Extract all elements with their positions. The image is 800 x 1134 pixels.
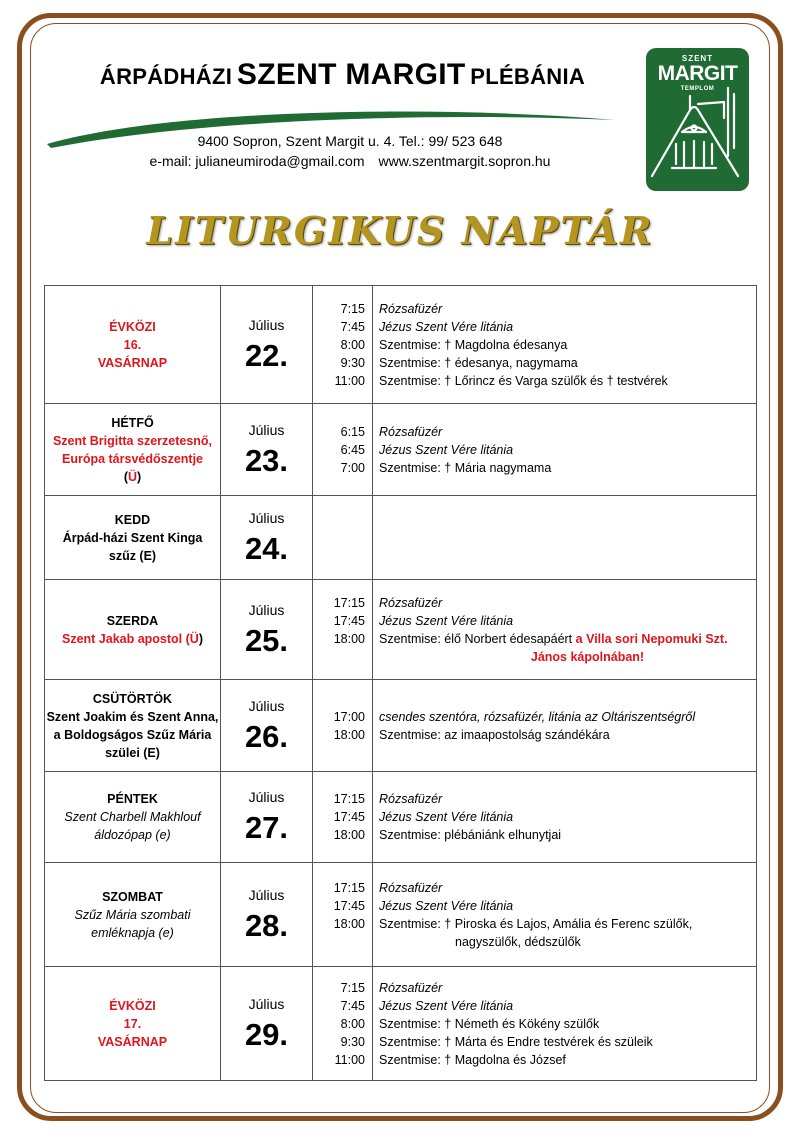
month: Július: [248, 697, 285, 714]
event: Szentmise: plébániánk elhunytjai: [379, 828, 562, 842]
rank-close: ): [137, 469, 142, 484]
feast-name: Szent Brigitta szerzetesnő, Európa társvédőszentje: [52, 433, 213, 466]
parish-title: [70, 58, 615, 92]
feast-day: CSÜTÖRTÖK: [92, 691, 173, 706]
month: Július: [248, 509, 285, 526]
times-cell: [313, 967, 373, 1081]
feast-cell: [45, 496, 221, 580]
event: Rózsafüzér: [379, 424, 443, 439]
time: 18:00: [333, 916, 365, 931]
email-text: e-mail: julianeumiroda@gmail.com: [149, 153, 365, 169]
time: 8:00: [340, 1016, 365, 1031]
feast-name: Szent Joakim és Szent Anna, a Boldogságos Szűz Mária szülei (E): [46, 709, 219, 760]
event-highlight: a Villa sori Nepomuki Szt.: [575, 631, 728, 646]
time: 18:00: [333, 828, 365, 842]
events-cell: [373, 680, 757, 772]
rank: Ü: [189, 631, 199, 646]
table-row: [45, 404, 757, 496]
events-cell: [373, 772, 757, 863]
times-cell: [313, 580, 373, 680]
times-cell: [313, 286, 373, 404]
events-cell: [373, 863, 757, 967]
feast-name: Szűz Mária szombati emléknapja (e): [74, 907, 191, 940]
parish-address: 9400 Sopron, Szent Margit u. 4. Tel.: 99/ 523 648: [197, 133, 503, 149]
time: 8:00: [340, 337, 365, 352]
day-number: 28.: [244, 907, 289, 943]
logo-line-1: SZENT: [681, 54, 714, 63]
times-cell: [313, 404, 373, 496]
time: 17:45: [333, 613, 365, 628]
day-number: 25.: [244, 622, 289, 658]
feast-day: SZOMBAT: [102, 889, 163, 904]
events-cell: [373, 967, 757, 1081]
event: Szentmise: † édesanya, nagymama: [379, 355, 578, 370]
feast-day: HÉTFŐ: [111, 415, 154, 430]
event: Szentmise: † Németh és Kökény szülők: [379, 1016, 600, 1031]
date-cell: [221, 496, 313, 580]
date-cell: [221, 772, 313, 863]
time: 17:15: [333, 595, 365, 610]
rank-close: ): [198, 631, 203, 646]
event: Jézus Szent Vére litánia: [379, 898, 514, 913]
times-cell: [313, 680, 373, 772]
day-number: 22.: [244, 337, 289, 373]
calendar-title: LITURGIKUS NAPTÁR: [146, 208, 654, 253]
table-row: [45, 286, 757, 404]
rank-open: (: [123, 469, 128, 484]
time: 17:45: [333, 810, 365, 824]
feast-day: PÉNTEK: [107, 792, 158, 806]
time: 7:00: [340, 460, 365, 475]
title-part-b: SZENT MARGIT: [236, 58, 466, 91]
event: Rózsafüzér: [379, 301, 443, 316]
feast-cell: [45, 580, 221, 680]
time: 18:00: [333, 631, 365, 646]
time: 11:00: [334, 1052, 365, 1067]
month: Július: [248, 601, 285, 618]
event-continued: nagyszülők, dédszülők: [455, 934, 581, 949]
event: Szentmise: † Mária nagymama: [379, 460, 552, 475]
feast-day: ÉVKÖZI 16. VASÁRNAP: [97, 319, 168, 370]
month: Július: [248, 789, 285, 805]
table-row: [45, 580, 757, 680]
title-part-a: ÁRPÁDHÁZI: [99, 64, 233, 89]
time: 17:15: [333, 792, 365, 806]
feast-day: KEDD: [114, 512, 151, 527]
event: Szentmise: † Magdolna és József: [379, 1052, 566, 1067]
title-part-c: PLÉBÁNIA: [470, 64, 586, 89]
feast-day: SZERDA: [106, 613, 159, 628]
event: Rózsafüzér: [379, 792, 443, 806]
date-cell: [221, 404, 313, 496]
logo-line-3: TEMPLOM: [680, 86, 715, 92]
date-cell: [221, 863, 313, 967]
month: Július: [248, 995, 285, 1012]
event: Szentmise: † Lőrincz és Varga szülők és † testvérek: [379, 373, 668, 388]
time: 11:00: [334, 373, 365, 388]
table-row: [45, 967, 757, 1081]
date-cell: [221, 967, 313, 1081]
event: Szentmise: † Magdolna édesanya: [379, 337, 568, 352]
month: Július: [248, 886, 285, 903]
time: 7:15: [340, 980, 365, 995]
feast-day: ÉVKÖZI 17. VASÁRNAP: [97, 998, 168, 1049]
date-cell: [221, 580, 313, 680]
day-number: 27.: [244, 810, 289, 845]
table-row: [45, 496, 757, 580]
time: 18:00: [333, 727, 365, 742]
events-cell: [373, 286, 757, 404]
feast-cell: [45, 772, 221, 863]
church-logo: [646, 48, 749, 191]
feast-name: Szent Charbell Makhlouf áldozópap (e): [64, 810, 201, 842]
event: Szentmise: élő Norbert édesapáért: [379, 631, 573, 646]
time: 6:45: [340, 442, 365, 457]
event: Rózsafüzér: [379, 980, 443, 995]
event: csendes szentóra, rózsafüzér, litánia az Oltáriszentségről: [379, 709, 696, 724]
contact-line: [120, 153, 580, 169]
logo-line-2: MARGIT: [657, 62, 738, 85]
time: 17:00: [333, 709, 365, 724]
month: Július: [248, 316, 285, 333]
time: 6:15: [340, 424, 365, 439]
day-number: 26.: [244, 718, 289, 754]
events-cell: [373, 496, 757, 580]
event: Jézus Szent Vére litánia: [379, 319, 514, 334]
time: 9:30: [340, 1034, 365, 1049]
event: Jézus Szent Vére litánia: [379, 810, 514, 824]
feast-cell: [45, 967, 221, 1081]
day-number: 29.: [244, 1016, 289, 1052]
day-number: 23.: [244, 442, 289, 478]
event: Szentmise: † Piroska és Lajos, Amália és Ferenc szülők,: [379, 916, 693, 931]
feast-cell: [45, 863, 221, 967]
event: Jézus Szent Vére litánia: [379, 998, 514, 1013]
day-number: 24.: [244, 530, 289, 566]
feast-name: Szent Jakab apostol (: [61, 631, 190, 646]
liturgical-calendar-table: [44, 285, 757, 1081]
rank: Ü: [127, 469, 138, 484]
time: 9:30: [340, 355, 365, 370]
date-cell: [221, 286, 313, 404]
month: Július: [248, 421, 285, 438]
events-cell: [373, 580, 757, 680]
times-cell: [313, 772, 373, 863]
event: Rózsafüzér: [379, 595, 443, 610]
feast-cell: [45, 404, 221, 496]
time: 7:45: [340, 998, 365, 1013]
feast-cell: [45, 680, 221, 772]
event: Rózsafüzér: [379, 880, 443, 895]
event: Jézus Szent Vére litánia: [379, 613, 514, 628]
times-cell: [313, 496, 373, 580]
table-row: [45, 680, 757, 772]
event: Jézus Szent Vére litánia: [379, 442, 514, 457]
event-highlight-continued: János kápolnában!: [530, 649, 645, 664]
feast-name: Árpád-házi Szent Kinga szűz (E): [62, 530, 203, 563]
table-row: [45, 863, 757, 967]
time: 7:15: [340, 301, 365, 316]
event: Szentmise: † Márta és Endre testvérek és szüleik: [379, 1034, 653, 1049]
events-cell: [373, 404, 757, 496]
time: 17:15: [333, 880, 365, 895]
date-cell: [221, 680, 313, 772]
feast-cell: [45, 286, 221, 404]
table-row: [45, 772, 757, 863]
time: 7:45: [340, 319, 365, 334]
time: 17:45: [333, 898, 365, 913]
website-text: www.szentmargit.sopron.hu: [378, 153, 551, 169]
times-cell: [313, 863, 373, 967]
event: Szentmise: az imaapostolság szándékára: [379, 727, 610, 742]
